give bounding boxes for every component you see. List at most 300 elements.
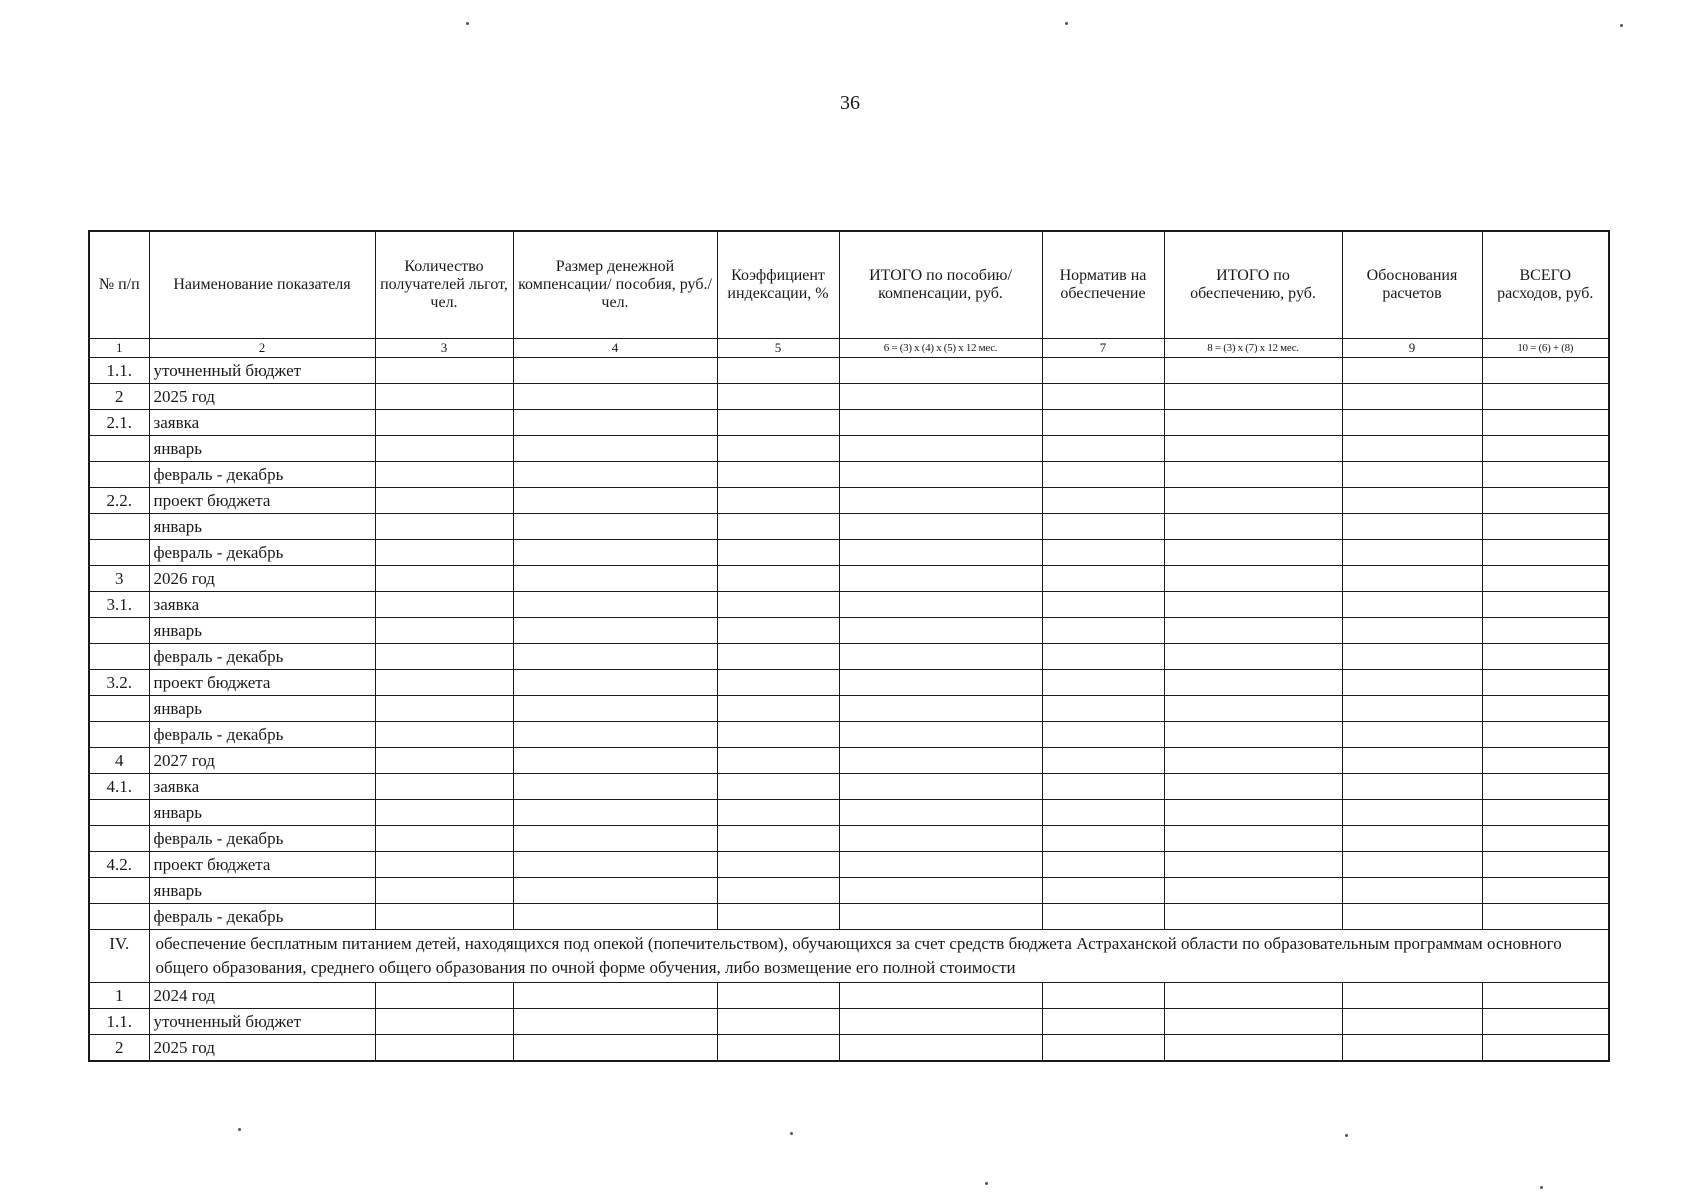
empty-cell <box>1042 358 1164 384</box>
empty-cell <box>375 800 513 826</box>
empty-cell <box>717 983 839 1009</box>
row-number: 1.1. <box>89 1009 149 1035</box>
empty-cell <box>1164 410 1342 436</box>
empty-cell <box>1482 514 1609 540</box>
empty-cell <box>1164 514 1342 540</box>
empty-cell <box>1042 618 1164 644</box>
empty-cell <box>839 696 1042 722</box>
empty-cell <box>513 1035 717 1062</box>
empty-cell <box>1042 540 1164 566</box>
empty-cell <box>1164 983 1342 1009</box>
empty-cell <box>375 410 513 436</box>
empty-cell <box>375 722 513 748</box>
table-row <box>89 852 1609 878</box>
empty-cell <box>513 618 717 644</box>
empty-cell <box>717 722 839 748</box>
header-cell: Размер денежной компенсации/ пособия, руб./чел. <box>513 231 717 339</box>
empty-cell <box>375 1035 513 1062</box>
empty-cell <box>513 358 717 384</box>
empty-cell <box>1482 384 1609 410</box>
header-cell: Наименование показателя <box>149 231 375 339</box>
table-row <box>89 488 1609 514</box>
empty-cell <box>1342 1035 1482 1062</box>
empty-cell <box>1482 358 1609 384</box>
empty-cell <box>1164 748 1342 774</box>
empty-cell <box>1482 566 1609 592</box>
empty-cell <box>1482 800 1609 826</box>
empty-cell <box>1042 983 1164 1009</box>
page-number: 36 <box>840 92 860 114</box>
empty-cell <box>717 696 839 722</box>
empty-cell <box>375 618 513 644</box>
row-number: 1 <box>89 983 149 1009</box>
row-number: 3 <box>89 566 149 592</box>
budget-table <box>88 230 1610 1062</box>
empty-cell <box>1042 644 1164 670</box>
row-name: февраль - декабрь <box>149 540 375 566</box>
empty-cell <box>513 488 717 514</box>
row-name: февраль - декабрь <box>149 826 375 852</box>
empty-cell <box>1482 618 1609 644</box>
row-name: проект бюджета <box>149 852 375 878</box>
empty-cell <box>375 592 513 618</box>
row-name: заявка <box>149 410 375 436</box>
row-name: январь <box>149 436 375 462</box>
empty-cell <box>1342 514 1482 540</box>
row-number <box>89 800 149 826</box>
empty-cell <box>1164 670 1342 696</box>
empty-cell <box>1342 566 1482 592</box>
empty-cell <box>1342 384 1482 410</box>
empty-cell <box>717 774 839 800</box>
row-name: 2026 год <box>149 566 375 592</box>
empty-cell <box>513 904 717 930</box>
header-cell: Коэффициент индексации, % <box>717 231 839 339</box>
empty-cell <box>839 618 1042 644</box>
row-number: 2.1. <box>89 410 149 436</box>
empty-cell <box>839 983 1042 1009</box>
empty-cell <box>1482 852 1609 878</box>
empty-cell <box>1482 462 1609 488</box>
empty-cell <box>375 358 513 384</box>
empty-cell <box>839 1035 1042 1062</box>
empty-cell <box>839 540 1042 566</box>
empty-cell <box>1482 670 1609 696</box>
empty-cell <box>717 488 839 514</box>
empty-cell <box>1342 748 1482 774</box>
empty-cell <box>375 983 513 1009</box>
table-row <box>89 983 1609 1009</box>
empty-cell <box>717 592 839 618</box>
row-number: 4.2. <box>89 852 149 878</box>
empty-cell <box>513 722 717 748</box>
empty-cell <box>1342 878 1482 904</box>
empty-cell <box>375 462 513 488</box>
scan-speck <box>790 1132 793 1135</box>
empty-cell <box>1042 904 1164 930</box>
empty-cell <box>717 436 839 462</box>
table-row <box>89 540 1609 566</box>
column-number: 9 <box>1342 339 1482 358</box>
empty-cell <box>1164 696 1342 722</box>
empty-cell <box>1042 670 1164 696</box>
empty-cell <box>839 462 1042 488</box>
row-name: январь <box>149 514 375 540</box>
empty-cell <box>1342 488 1482 514</box>
column-number: 6 = (3) х (4) х (5) х 12 мес. <box>839 339 1042 358</box>
column-number: 8 = (3) х (7) х 12 мес. <box>1164 339 1342 358</box>
column-number: 1 <box>89 339 149 358</box>
empty-cell <box>1042 748 1164 774</box>
row-number: 2.2. <box>89 488 149 514</box>
empty-cell <box>1342 852 1482 878</box>
empty-cell <box>375 488 513 514</box>
empty-cell <box>1342 904 1482 930</box>
empty-cell <box>1042 566 1164 592</box>
empty-cell <box>1342 436 1482 462</box>
empty-cell <box>1042 384 1164 410</box>
row-number <box>89 462 149 488</box>
empty-cell <box>375 878 513 904</box>
empty-cell <box>1164 462 1342 488</box>
row-number <box>89 644 149 670</box>
empty-cell <box>513 384 717 410</box>
empty-cell <box>375 748 513 774</box>
empty-cell <box>1042 436 1164 462</box>
empty-cell <box>1482 540 1609 566</box>
row-name: уточненный бюджет <box>149 1009 375 1035</box>
header-cell: № п/п <box>89 231 149 339</box>
empty-cell <box>1042 410 1164 436</box>
table-row <box>89 722 1609 748</box>
empty-cell <box>1342 983 1482 1009</box>
scan-speck <box>985 1182 988 1185</box>
empty-cell <box>1164 618 1342 644</box>
empty-cell <box>1042 826 1164 852</box>
row-number <box>89 696 149 722</box>
empty-cell <box>1342 462 1482 488</box>
empty-cell <box>839 410 1042 436</box>
empty-cell <box>1342 722 1482 748</box>
table-row <box>89 384 1609 410</box>
empty-cell <box>1164 488 1342 514</box>
table-row <box>89 410 1609 436</box>
empty-cell <box>1164 592 1342 618</box>
empty-cell <box>717 384 839 410</box>
empty-cell <box>1042 514 1164 540</box>
empty-cell <box>717 410 839 436</box>
empty-cell <box>1164 436 1342 462</box>
empty-cell <box>1342 774 1482 800</box>
empty-cell <box>1164 852 1342 878</box>
empty-cell <box>717 566 839 592</box>
row-number: 3.1. <box>89 592 149 618</box>
row-name: заявка <box>149 592 375 618</box>
empty-cell <box>1042 878 1164 904</box>
empty-cell <box>839 358 1042 384</box>
header-cell: ВСЕГО расходов, руб. <box>1482 231 1609 339</box>
row-name: уточненный бюджет <box>149 358 375 384</box>
row-name: проект бюджета <box>149 670 375 696</box>
table-row <box>89 904 1609 930</box>
empty-cell <box>717 748 839 774</box>
table-row <box>89 644 1609 670</box>
empty-cell <box>513 566 717 592</box>
row-number <box>89 618 149 644</box>
header-cell: ИТОГО по пособию/ компенсации, руб. <box>839 231 1042 339</box>
empty-cell <box>717 826 839 852</box>
empty-cell <box>1482 1009 1609 1035</box>
empty-cell <box>1342 410 1482 436</box>
row-name: 2025 год <box>149 1035 375 1062</box>
row-number <box>89 904 149 930</box>
empty-cell <box>1042 696 1164 722</box>
scan-speck <box>1540 1186 1543 1189</box>
empty-cell <box>375 826 513 852</box>
empty-cell <box>513 462 717 488</box>
table-row <box>89 1009 1609 1035</box>
row-number: 3.2. <box>89 670 149 696</box>
empty-cell <box>839 514 1042 540</box>
empty-cell <box>513 983 717 1009</box>
scan-speck <box>1065 22 1068 25</box>
row-name: февраль - декабрь <box>149 462 375 488</box>
empty-cell <box>839 592 1042 618</box>
table-row <box>89 436 1609 462</box>
empty-cell <box>717 1035 839 1062</box>
empty-cell <box>1164 1035 1342 1062</box>
empty-cell <box>1164 878 1342 904</box>
empty-cell <box>717 462 839 488</box>
empty-cell <box>1042 722 1164 748</box>
row-number <box>89 540 149 566</box>
row-number: 4 <box>89 748 149 774</box>
row-name: февраль - декабрь <box>149 722 375 748</box>
empty-cell <box>1164 826 1342 852</box>
empty-cell <box>717 644 839 670</box>
scan-speck <box>466 22 469 25</box>
empty-cell <box>839 436 1042 462</box>
empty-cell <box>839 800 1042 826</box>
empty-cell <box>839 826 1042 852</box>
table-row <box>89 878 1609 904</box>
empty-cell <box>717 540 839 566</box>
empty-cell <box>375 852 513 878</box>
header-cell: Норматив на обеспечение <box>1042 231 1164 339</box>
empty-cell <box>1164 904 1342 930</box>
empty-cell <box>1482 436 1609 462</box>
table-row <box>89 514 1609 540</box>
table-row <box>89 618 1609 644</box>
empty-cell <box>717 670 839 696</box>
empty-cell <box>513 852 717 878</box>
empty-cell <box>1164 774 1342 800</box>
empty-cell <box>839 566 1042 592</box>
section-number: IV. <box>89 930 149 983</box>
column-number: 10 = (6) + (8) <box>1482 339 1609 358</box>
empty-cell <box>1042 488 1164 514</box>
empty-cell <box>839 774 1042 800</box>
empty-cell <box>375 904 513 930</box>
row-name: январь <box>149 618 375 644</box>
empty-cell <box>1342 618 1482 644</box>
empty-cell <box>839 670 1042 696</box>
empty-cell <box>717 852 839 878</box>
row-number <box>89 826 149 852</box>
empty-cell <box>717 904 839 930</box>
header-row <box>89 231 1609 339</box>
empty-cell <box>513 826 717 852</box>
row-number: 4.1. <box>89 774 149 800</box>
empty-cell <box>1342 358 1482 384</box>
empty-cell <box>1164 800 1342 826</box>
empty-cell <box>1042 774 1164 800</box>
empty-cell <box>1482 488 1609 514</box>
scan-speck <box>238 1128 241 1131</box>
empty-cell <box>839 904 1042 930</box>
table-row <box>89 670 1609 696</box>
empty-cell <box>513 644 717 670</box>
column-number: 2 <box>149 339 375 358</box>
empty-cell <box>1482 644 1609 670</box>
column-number: 3 <box>375 339 513 358</box>
empty-cell <box>513 800 717 826</box>
table-row <box>89 566 1609 592</box>
empty-cell <box>1482 983 1609 1009</box>
empty-cell <box>717 618 839 644</box>
empty-cell <box>375 540 513 566</box>
empty-cell <box>1164 384 1342 410</box>
empty-cell <box>1164 358 1342 384</box>
row-number <box>89 878 149 904</box>
row-number: 1.1. <box>89 358 149 384</box>
empty-cell <box>375 1009 513 1035</box>
empty-cell <box>1342 696 1482 722</box>
empty-cell <box>1482 878 1609 904</box>
empty-cell <box>513 878 717 904</box>
empty-cell <box>375 566 513 592</box>
empty-cell <box>513 670 717 696</box>
empty-cell <box>1342 670 1482 696</box>
row-number <box>89 722 149 748</box>
table-row <box>89 358 1609 384</box>
column-number-row <box>89 339 1609 358</box>
row-number <box>89 514 149 540</box>
header-cell: Обоснования расчетов <box>1342 231 1482 339</box>
empty-cell <box>1482 592 1609 618</box>
column-number: 5 <box>717 339 839 358</box>
empty-cell <box>375 514 513 540</box>
empty-cell <box>1342 592 1482 618</box>
empty-cell <box>513 696 717 722</box>
empty-cell <box>1042 800 1164 826</box>
row-name: проект бюджета <box>149 488 375 514</box>
table-row <box>89 748 1609 774</box>
row-name: 2025 год <box>149 384 375 410</box>
empty-cell <box>513 436 717 462</box>
empty-cell <box>1042 1009 1164 1035</box>
row-name: 2027 год <box>149 748 375 774</box>
empty-cell <box>839 878 1042 904</box>
empty-cell <box>1342 826 1482 852</box>
empty-cell <box>375 436 513 462</box>
empty-cell <box>1482 410 1609 436</box>
section-row <box>89 930 1609 983</box>
empty-cell <box>513 514 717 540</box>
empty-cell <box>513 410 717 436</box>
empty-cell <box>1482 1035 1609 1062</box>
row-name: 2024 год <box>149 983 375 1009</box>
row-name: заявка <box>149 774 375 800</box>
column-number: 4 <box>513 339 717 358</box>
row-name: февраль - декабрь <box>149 904 375 930</box>
table-row <box>89 800 1609 826</box>
column-number: 7 <box>1042 339 1164 358</box>
empty-cell <box>513 1009 717 1035</box>
empty-cell <box>1482 748 1609 774</box>
row-number: 2 <box>89 1035 149 1062</box>
table-row <box>89 826 1609 852</box>
empty-cell <box>839 488 1042 514</box>
empty-cell <box>839 852 1042 878</box>
row-number <box>89 436 149 462</box>
empty-cell <box>839 748 1042 774</box>
empty-cell <box>1482 904 1609 930</box>
section-title: обеспечение бесплатным питанием детей, находящихся под опекой (попечительством), обучающихся за счет средств бюджета Астраханской области по образовательным программам основного общего образования, среднего общего образования по очной форме обучения, либо возмещение его полной стоимости <box>149 930 1609 983</box>
empty-cell <box>717 800 839 826</box>
scan-speck <box>1620 24 1623 27</box>
empty-cell <box>1482 774 1609 800</box>
empty-cell <box>839 644 1042 670</box>
row-name: январь <box>149 696 375 722</box>
empty-cell <box>717 514 839 540</box>
empty-cell <box>1342 540 1482 566</box>
empty-cell <box>1164 722 1342 748</box>
empty-cell <box>375 384 513 410</box>
empty-cell <box>717 878 839 904</box>
empty-cell <box>513 774 717 800</box>
empty-cell <box>1164 1009 1342 1035</box>
empty-cell <box>513 592 717 618</box>
empty-cell <box>1042 852 1164 878</box>
scan-speck <box>1345 1134 1348 1137</box>
empty-cell <box>513 540 717 566</box>
header-cell: Количество получателей льгот, чел. <box>375 231 513 339</box>
empty-cell <box>1164 644 1342 670</box>
table-row <box>89 1035 1609 1062</box>
row-number: 2 <box>89 384 149 410</box>
empty-cell <box>375 670 513 696</box>
row-name: февраль - декабрь <box>149 644 375 670</box>
empty-cell <box>1042 462 1164 488</box>
empty-cell <box>1342 644 1482 670</box>
empty-cell <box>1042 592 1164 618</box>
empty-cell <box>839 1009 1042 1035</box>
empty-cell <box>375 644 513 670</box>
empty-cell <box>1342 1009 1482 1035</box>
row-name: январь <box>149 800 375 826</box>
empty-cell <box>1342 800 1482 826</box>
empty-cell <box>513 748 717 774</box>
empty-cell <box>839 722 1042 748</box>
table-row <box>89 462 1609 488</box>
table-row <box>89 696 1609 722</box>
empty-cell <box>1164 540 1342 566</box>
empty-cell <box>839 384 1042 410</box>
empty-cell <box>1482 722 1609 748</box>
empty-cell <box>717 1009 839 1035</box>
empty-cell <box>717 358 839 384</box>
